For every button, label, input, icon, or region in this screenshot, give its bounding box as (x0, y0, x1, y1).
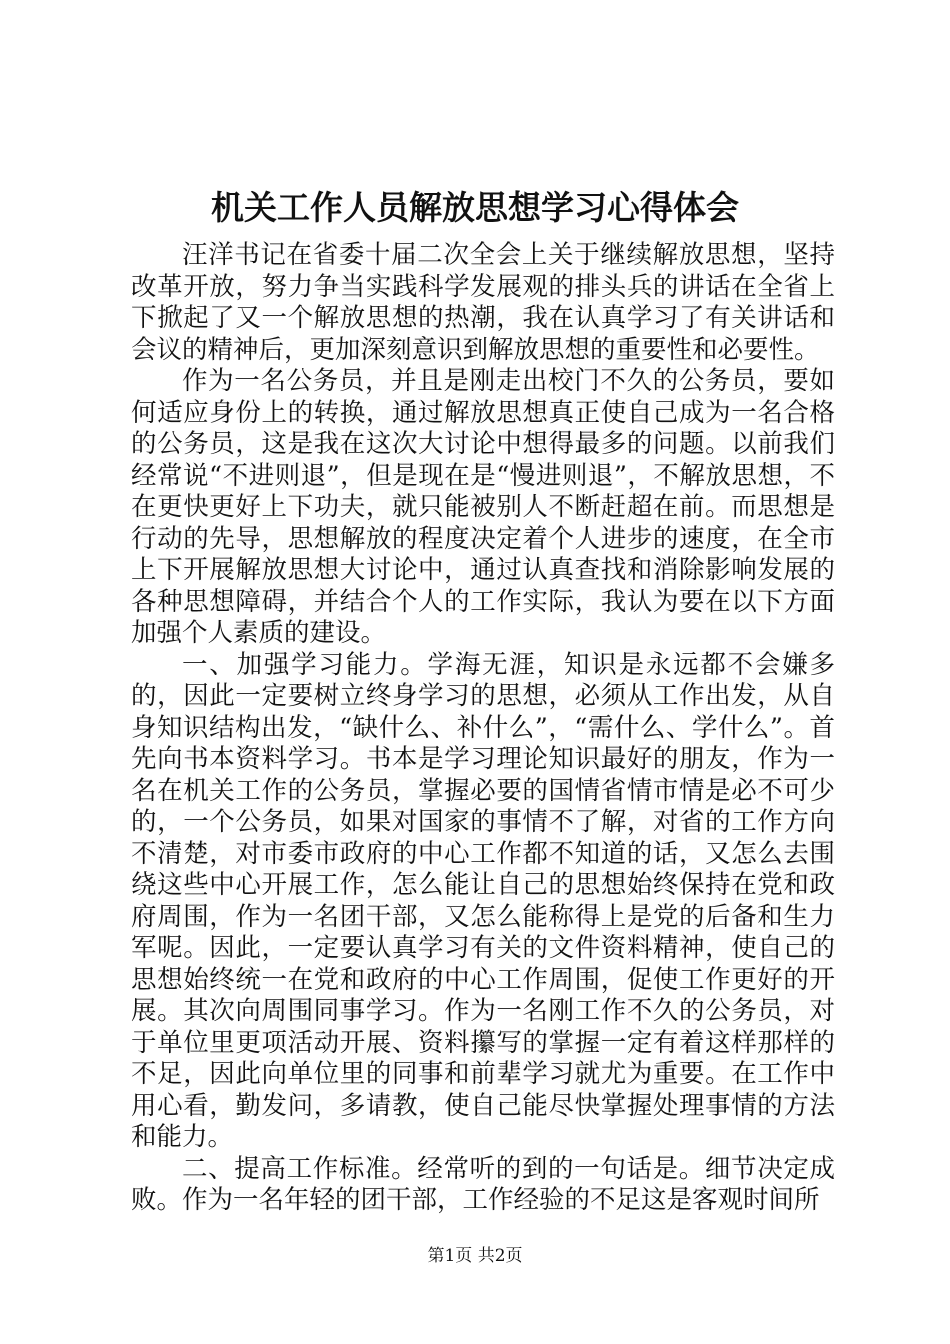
document-title: 机关工作人员解放思想学习心得体会 (211, 188, 739, 227)
paragraph-2: 作为一名公务员，并且是刚走出校门不久的公务员，要如何适应身份上的转换，通过解放思想真正使自己成为一名合格的公务员，这是我在这次大讨论中想得最多的问题。以前我们经常说“不进则退”，但是现在是“慢进则退”，不解放思想，不在更快更好上下功夫，就只能被别人不断赶超在前。而思想是行动的先导，思想解放的程度决定着个人进步的速度，在全市上下开展解放思想大讨论中，通过认真查找和消除影响发展的各种思想障碍，并结合个人的工作实际，我认为要在以下方面加强个人素质的建设。 (131, 366, 835, 648)
paragraph-3: 一、加强学习能力。学海无涯，知识是永远都不会嫌多的，因此一定要树立终身学习的思想，必须从工作出发，从自身知识结构出发，“缺什么、补什么”，“需什么、学什么”。首先向书本资料学习。书本是学习理论知识最好的朋友，作为一名在机关工作的公务员，掌握必要的国情省情市情是必不可少的，一个公务员，如果对国家的事情不了解，对省的工作方向不清楚，对市委市政府的中心工作都不知道的话，又怎么去围绕这些中心开展工作，怎么能让自己的思想始终保持在党和政府周围，作为一名团干部，又怎么能称得上是党的后备和生力军呢。因此，一定要认真学习有关的文件资料精神，使自己的思想始终统一在党和政府的中心工作周围，促使工作更好的开展。其次向周围同事学习。作为一名刚工作不久的公务员，对于单位里更项活动开展、资料攥写的掌握一定有着这样那样的不足，因此向单位里的同事和前辈学习就尤为重要。在工作中用心看，勤发问，多请教，使自己能尽快掌握处理事情的方法和能力。 (131, 649, 835, 1152)
document-body (131, 240, 835, 1217)
paragraph-1: 汪洋书记在省委十届二次全会上关于继续解放思想，坚持改革开放，努力争当实践科学发展观的排头兵的讲话在全省上下掀起了又一个解放思想的热潮，我在认真学习了有关讲话和会议的精神后，更加深刻意识到解放思想的重要性和必要性。 (131, 240, 835, 365)
page-number-footer: 第1页 共2页 (427, 1246, 523, 1266)
paragraph-4: 二、提高工作标准。经常听的到的一句话是。细节决定成败。作为一名年轻的团干部，工作经验的不足这是客观时间所 (131, 1153, 835, 1215)
